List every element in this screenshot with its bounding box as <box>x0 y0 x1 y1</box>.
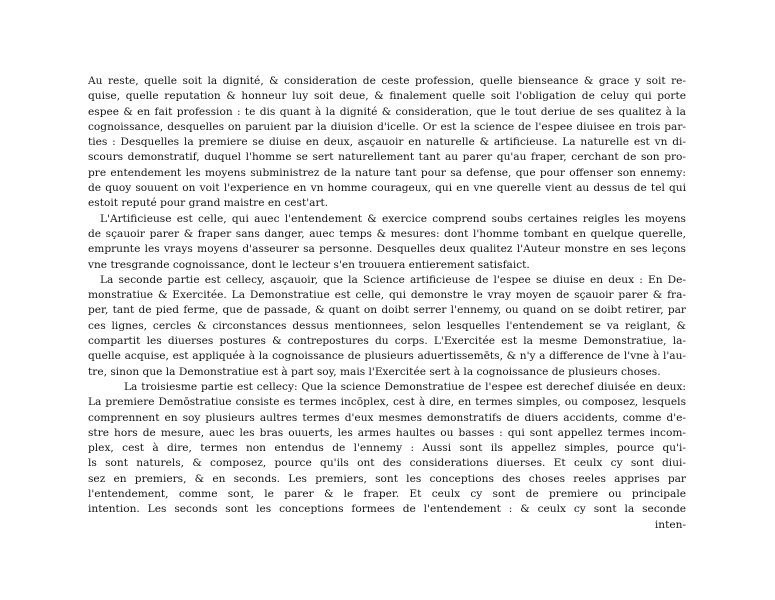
text-line: monstratiue & Exercitée. La Demonstratiue est celle, qui demonstre le vray moyen de sçauoir parer & fra- <box>88 289 686 302</box>
text-line: pre entendement les moyens subministrez de la nature tant pour sa defense, que pour offenser son ennemy: <box>88 166 686 179</box>
text-line: ties : Desquelles la premiere se diuise en deux, asçauoir en naturelle & artificieuse. La naturelle est vn di- <box>88 136 686 149</box>
text-line: Au reste, quelle soit la dignité, & consideration de ceste profession, quelle bienseance & grace y soit re- <box>88 75 686 87</box>
text-line: quise, quelle reputation & honneur luy soit deue, & finalement quelle soit l'obligation de celuy qui porte <box>88 90 686 103</box>
text-line: comprennent en soy plusieurs aultres termes d'eux mesmes demonstratifs de diuers accidents, comme d'e- <box>88 411 686 424</box>
text-line: intention. Les seconds sont les conceptions formees de l'entendement : & ceulx cy sont la seconde <box>88 503 686 516</box>
text-line: de quoy souuent on voit l'experience en vn homme courageux, qui en vne querelle vient au dessus de tel qui <box>88 182 686 195</box>
text-line: cognoissance, desquelles on paruient par la diuision d'icelle. Or est la science de l'espee diuisee en trois par- <box>88 120 686 133</box>
text-line: estoit reputé pour grand maistre en cest'art. <box>88 197 329 210</box>
text-line: sez en premiers, & en seconds. Les premiers, sont les conceptions des choses reeles apprises par <box>88 472 686 485</box>
catchword: inten- <box>654 518 686 531</box>
text-line: ls sont naturels, & composez, pource qu'ils ont des considerations diuerses. Et ceulx cy sont diui- <box>88 457 686 470</box>
body-text <box>88 74 686 533</box>
text-line: ces lignes, cercles & circonstances dessus mentionnees, selon lesquelles l'entendement se va reiglant, & <box>88 319 686 332</box>
text-line: La seconde partie est cellecy, asçauoir, que la Science artificieuse de l'espee se diuise en deux : En De- <box>100 273 686 286</box>
text-line: stre hors de mesure, auec les bras ouuerts, les armes haultes ou basses : qui sont appellez termes incom- <box>88 426 686 439</box>
text-line: quelle acquise, est appliquée à la cognoissance de plusieurs aduertissemēts, & n'y a difference de l'vne à l'au- <box>88 350 686 363</box>
text-line: tre, sinon que la Demonstratiue est à part soy, mais l'Exercitée sert à la cognoissance de plusieurs choses. <box>88 365 661 378</box>
text-line: emprunte les vrays moyens d'asseurer sa personne. Desquelles deux qualitez l'Auteur monstre en ses leçons <box>88 243 686 256</box>
text-line: vne tresgrande cognoissance, dont le lecteur s'en trouuera entierement satisfaict. <box>88 258 530 271</box>
text-line: scours demonstratif, duquel l'homme se sert naturellement tant au parer qu'au fraper, cerchant de son pro- <box>88 151 686 164</box>
text-line: La troisiesme partie est cellecy: Que la science Demonstratiue de l'espee est derechef diuisée en deux: <box>124 380 686 393</box>
text-line: plex, cest à dire, termes non entendus de l'ennemy : Aussi sont ils appellez simples, pource qu'i- <box>88 442 686 455</box>
text-line: L'Artificieuse est celle, qui auec l'entendement & exercice comprend soubs certaines reigles les moyens <box>100 212 686 225</box>
text-line: compartit les diuerses postures & contrepostures du corps. L'Exercitée est la mesme Demonstratiue, la- <box>88 335 686 348</box>
text-line: per, tant de pied ferme, que de passade, & quant on doibt serrer l'ennemy, ou quand on se doibt retirer, par <box>88 304 686 317</box>
text-line: La premiere Demōstratiue consiste es termes incōplex, cest à dire, en termes simples, ou composez, lesquels <box>88 396 686 409</box>
text-line: de sçauoir parer & fraper sans danger, auec temps & mesures: dont l'homme tombant en quelque querelle, <box>88 227 686 240</box>
text-line: espee & en fait profession : te dis quant à la dignité & consideration, que le tout deriue de ses qualitez à la <box>88 105 686 118</box>
text-line: l'entendement, comme sont, le parer & le fraper. Et ceulx cy sont de premiere ou principale <box>88 488 686 501</box>
